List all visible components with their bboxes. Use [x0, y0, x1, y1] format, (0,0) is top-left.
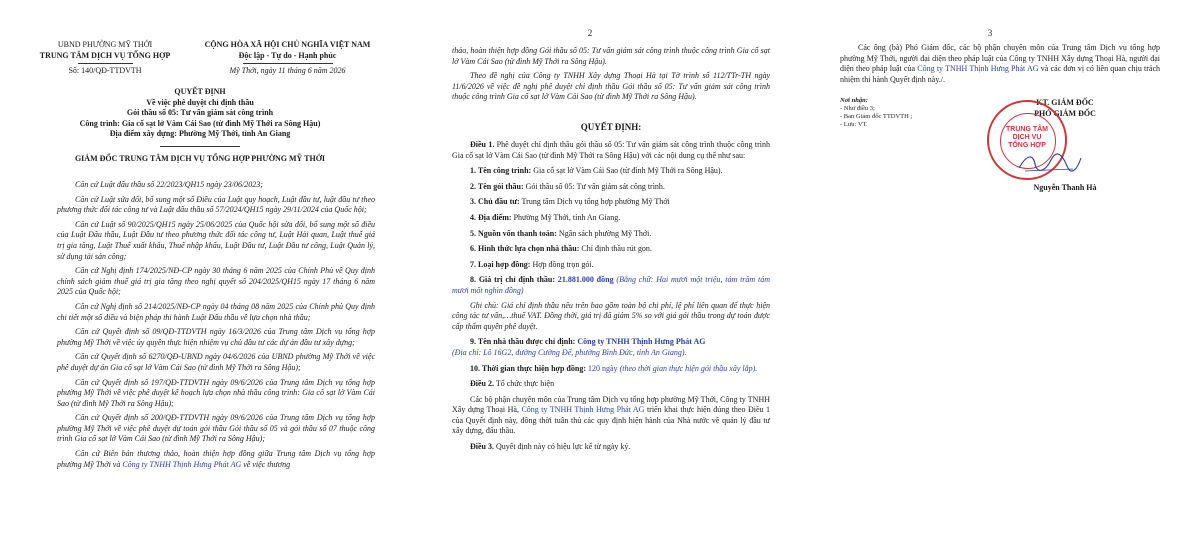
signature — [1015, 150, 1085, 176]
signer-name: Nguyễn Thanh Hà — [1033, 183, 1097, 192]
article-item: 3. Chủ đầu tư: Trung tâm Dịch vụ tổng hợp phường Mỹ Thới — [470, 197, 670, 207]
place-date: Mỹ Thới, ngày 11 tháng 6 năm 2026 — [229, 66, 346, 75]
article-item: 6. Hình thức lựa chọn nhà thầu: Chỉ định thầu rút gọn. — [470, 244, 652, 254]
recipients: Nơi nhận: - Như điều 3; - Ban Giám đốc TTDVTH ; - Lưu: VT. — [840, 97, 990, 129]
page-number: 3 — [987, 28, 993, 38]
official-stamp: TRUNG TÂM DỊCH VỤ TỔNG HỢP — [987, 100, 1067, 180]
contract-value: 8. Giá trị chỉ định thầu: 21.881.000 đồng (Bằng chữ: Hai mươi một triệu, tám trăm tám mươi mốt nghìn đồng) — [452, 275, 771, 295]
page-number: 2 — [587, 28, 593, 38]
page-3 — [800, 0, 1200, 554]
page3-body: Các ông (bà) Phó Giám đốc, các bộ phận chuyên môn của Trung tâm Dịch vụ tổng hợp phường Mỹ Thới, người đại diện theo pháp luật của Công ty TNHH Xây dựng Thoại Hà, người đại diện theo pháp luật của Công ty TNHH Thịnh Hưng Phát AG và các đơn vị có liên quan chịu trách nhiệm thi hành Quyết định này./. — [840, 43, 1161, 84]
basis-item: Căn cứ Nghị định 174/2025/NĐ-CP ngày 30 tháng 6 năm 2025 của Chính Phủ về Quy định chính sách giảm thuế giá trị gia tăng theo nghị quyết số 204/2025/QH15 ngày 17 tháng 6 năm 2025 của Quốc hội; — [57, 266, 375, 297]
article-item: 4. Địa điểm: Phường Mỹ Thới, tỉnh An Giang. — [470, 212, 621, 222]
recipient-item: - Ban Giám đốc TTDVTH ; — [840, 113, 913, 120]
basis-item: Căn cứ Luật sửa đổi, bổ sung một số Điều của Luật quy hoạch, Luật đầu tư, luật đầu tư theo phương thức đối tác công tư và Luật đấu thầu số 57/2024/QH15 ngày 29/11/2024 của Quốc hội; — [57, 194, 375, 215]
article-2: Điều 2. Tổ chức thực hiện — [470, 379, 555, 389]
basis-item: Căn cứ Quyết định số 200/QĐ-TTDVTH ngày 09/6/2026 của Trung tâm Dịch vụ tổng hợp phường Mỹ Thới về việc phê duyệt dự toán gói thầu Gói thầu số 05 và gói thầu số 07 thuộc công trình Gia cố sạt lở Vàm Cái Sao (từ đình Mỹ Thới ra Sông Hậu); — [57, 413, 375, 444]
article-item: 2. Tên gói thầu: Gói thầu số 05: Tư vấn giám sát công trình. — [470, 181, 665, 191]
basis-item: Căn cứ Nghị định số 214/2025/NĐ-CP ngày 04 tháng 08 năm 2025 của Chính phủ Quy định chi tiết một số điều và biện pháp thi hành Luật Đấu thầu về lựa chọn nhà thầu; — [57, 301, 375, 322]
title-rule — [160, 146, 240, 147]
decides-heading: QUYẾT ĐỊNH: — [580, 122, 642, 132]
header-rule-left — [78, 63, 133, 64]
document-number: Số: 140/QĐ-TTDVTH — [68, 66, 142, 75]
page-1 — [0, 0, 398, 554]
basis-item: Căn cứ Quyết định số 6270/QĐ-UBND ngày 04/6/2026 của UBND phường Mỹ Thới về việc phê duyệt dự án Gia cố sạt lở Vàm Cái Sao (từ đình Mỹ Thới ra Sông Hậu); — [57, 352, 375, 372]
article-1: Điều 1. Phê duyệt chỉ định thầu gói thầu số 05: Tư vấn giám sát công trình thuộc công trình Gia cố sạt lở Vàm Cái Sao (từ đình Mỹ Thới ra Sông Hậu) với các nội dung cụ thể như sau: 1. Tên công trình: Gia cố sạt lở Vàm Cái Sao (từ đình Mỹ Thới ra Sông Hậu). 2. Tên gói thầu: Gói thầu số 05: Tư vấn giám sát công trình. 3. Chủ đầu tư: Trung tâm Dịch vụ tổng hợp phường Mỹ Thới 4. Địa điểm: Phường Mỹ Thới, tỉnh An Giang. 5. Nguồn vốn thanh toán: Ngân sách phường Mỹ Thới. 6. Hình thức lựa chọn nhà thầu: Chỉ định thầu rút gọn. 7. Loại hợp đồng: Hợp đồng trọn gói. 8. Giá trị chỉ định thầu: 21.881.000 đồng (Bằng chữ: Hai mươi một triệu, tám trăm tám mươi mốt nghìn đồng) Ghi chú: Giá chỉ định thầu nêu trên bao gồm toàn bộ chi phí, lệ phí liên quan để thực hiện công tác tư vấn,…thuế VAT. Đồng thời, giá trị đã giảm 5% so với giá gói thầu trong dự toán được cấp thẩm quyền phê duyệt. 9. Tên nhà thầu được chỉ định: Công ty TNHH Thịnh Hưng Phát AG (Địa chỉ: Lô 16G2, đường Cường Để, phường Bình Đức, tỉnh An Giang). 10. Thời gian thực hiện hợp đồng: 120 ngày (theo thời gian thực hiện gói thầu xây lắp). Điều 2. Tổ chức thực hiện Các bộ phận chuyên môn của Trung tâm Dịch vụ tổng hợp phường Mỹ Thới, Công ty TNHH Xây dựng Thoại Hà, Công ty TNHH Thịnh Hưng Phát AG triển khai thực hiện đúng theo Điều 1 của Quyết định này, đồng thời tuân thủ các quy định hiện hành của Nhà nước về quản lý đầu tư xây dựng, đấu thầu. Điều 3. Quyết định này có hiệu lực kể từ ngày ký. — [452, 140, 771, 452]
basis-item: Căn cứ Quyết định số 197/QĐ-TTDVTH ngày 09/6/2026 của Trung tâm Dịch vụ tổng hợp phường Mỹ Thới về việc phê duyệt kế hoạch lựa chọn nhà thầu công trình: Gia cố sạt lở Vàm Cái Sao (từ đình Mỹ Thới ra Sông Hậu); — [57, 377, 375, 408]
article-2-body: Các bộ phận chuyên môn của Trung tâm Dịch vụ tổng hợp phường Mỹ Thới, Công ty TNHH Xây dựng Thoại Hà, Công ty TNHH Thịnh Hưng Phát AG triển khai thực hiện đúng theo Điều 1 của Quyết định này, đồng thời tuân thủ các quy định hiện hành của Nhà nước về quản lý đầu tư xây dựng, đấu thầu. — [452, 394, 771, 436]
agency-name: UBND PHƯỜNG MỸ THỚI TRUNG TÂM DỊCH VỤ TỔNG HỢP — [39, 40, 171, 60]
national-motto: CỘNG HÒA XÃ HỘI CHỦ NGHĨA VIỆT NAM Độc lập - Tự do - Hạnh phúc — [204, 40, 371, 60]
contract-duration: 10. Thời gian thực hiện hợp đồng: 120 ngày (theo thời gian thực hiện gói thầu xây lắp). — [470, 363, 758, 373]
recipient-item: - Như điều 3; — [840, 105, 875, 112]
recipient-item: - Lưu: VT. — [840, 121, 868, 128]
legal-bases — [57, 180, 375, 470]
article-item: 5. Nguồn vốn thanh toán: Ngân sách phường Mỹ Thới. — [470, 228, 652, 238]
article-item: 7. Loại hợp đồng: Hợp đồng trọn gói. — [470, 259, 594, 269]
page2-body-top: thảo, hoàn thiện hợp đồng Gói thầu số 05: Tư vấn giám sát công trình thuộc công trình Gia cố sạt lở Vàm Cái Sao (từ đình Mỹ Thới ra Sông Hậu). Theo đề nghị của Công ty TNHH Xây dựng Thoại Hà tại Tờ trình số 112/TTr-TH ngày 11/6/2026 về việc đề nghị phê duyệt chỉ định thầu Gói thầu số 05: Tư vấn giám sát công trình thuộc công trình Gia cố sạt lở Vàm Cái Sao (từ đình Mỹ Thới ra Sông Hậu). — [452, 46, 770, 102]
article-item: 1. Tên công trình: Gia cố sạt lở Vàm Cái Sao (từ đình Mỹ Thới ra Sông Hậu). — [470, 166, 723, 176]
signature-title: KT. GIÁM ĐỐC PHÓ GIÁM ĐỐC — [1034, 98, 1096, 118]
note: Ghi chú: Giá chỉ định thầu nêu trên bao gồm toàn bộ chi phí, lệ phí liên quan để thực hiện công tác tư vấn,…thuế VAT. Đồng thời, giá trị đã giảm 5% so với giá gói thầu trong dự toán được cấp thẩm quyền phê duyệt. — [452, 300, 770, 331]
decision-heading: QUYẾT ĐỊNH Về việc phê duyệt chỉ định thầu Gói thầu số 05: Tư vấn giám sát công trình Công trình: Gia cố sạt lở Vàm Cái Sao (từ đình Mỹ Thới ra Sông Hậu) Địa điểm xây dựng: Phường Mỹ Thới, tỉnh An Giang — [40, 87, 360, 140]
page-title: QUYẾT ĐỊNH — [174, 87, 226, 96]
header-rule-right — [243, 63, 333, 64]
page-2 — [400, 0, 798, 554]
basis-item: Căn cứ Quyết định số 09/QĐ-TTDVTH ngày 16/3/2026 của Trung tâm Dịch vụ tổng hợp phường Mỹ Thới về việc ủy quyền thực hiện nhiệm vụ chủ đầu tư các dự án đầu tư xây dựng; — [57, 327, 375, 347]
basis-item-last: Căn cứ Biên bản thương thảo, hoàn thiện hợp đồng giữa Trung tâm Dịch vụ tổng hợp phường Mỹ Thới và Công ty TNHH Thịnh Hưng Phát AG về việc thương — [57, 449, 375, 469]
contractor: 9. Tên nhà thầu được chỉ định: Công ty TNHH Thịnh Hưng Phát AG (Địa chỉ: Lô 16G2, đường Cường Để, phường Bình Đức, tỉnh An Giang). — [452, 337, 706, 357]
issuing-authority: GIÁM ĐỐC TRUNG TÂM DỊCH VỤ TỔNG HỢP PHƯỜNG MỸ THỚI — [74, 154, 326, 163]
basis-item: Căn cứ Luật số 90/2025/QH15 ngày 25/06/2025 của Quốc hội sửa đổi, bổ sung một số điều của Luật Đấu thầu, Luật Đầu tư theo phương thức đối tác công tư, Luật Hải quan, Luật thuế giá trị gia tăng, Luật Thuế xuất khẩu, Thuế nhập khẩu, Luật Đầu tư, Luật Đầu tư công, Luật Quản lý, sử dụng tài sản công; — [57, 219, 375, 261]
article-3: Điều 3. Quyết định này có hiệu lực kể từ ngày ký. — [470, 442, 631, 452]
basis-item: Căn cứ Luật đấu thầu số 22/2023/QH15 ngày 23/06/2023; — [75, 180, 263, 189]
